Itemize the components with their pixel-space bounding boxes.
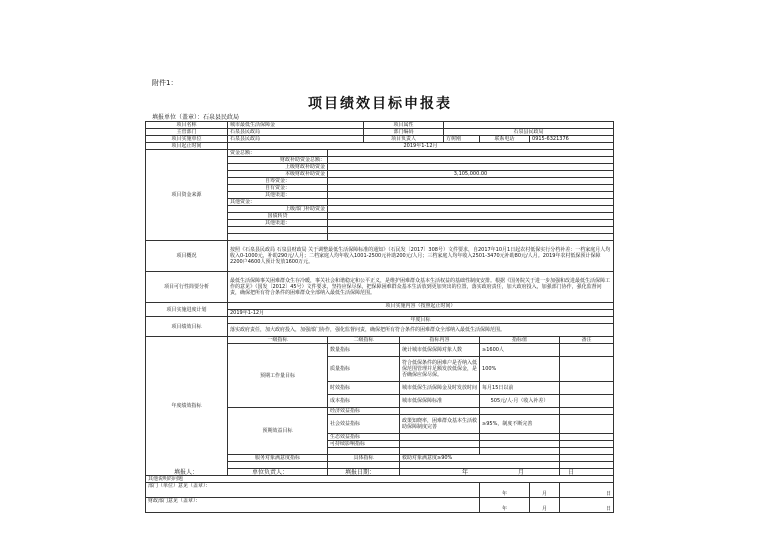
cell-value: 城市低保生活保障金及时发放时间 bbox=[400, 382, 480, 395]
cell-value bbox=[480, 408, 560, 415]
form-row bbox=[146, 303, 614, 310]
cell-label: 其他资金： bbox=[228, 199, 328, 206]
cell-label bbox=[228, 234, 328, 241]
cell-value bbox=[560, 455, 614, 462]
attachment-label: 附件1： bbox=[152, 79, 178, 87]
cell-label: 预期效益目标 bbox=[228, 408, 328, 455]
cell-value: 石泉县民政局 bbox=[444, 129, 614, 136]
cell-label: 项目概况 bbox=[146, 241, 228, 272]
cell-label: 生态效益指标 bbox=[328, 434, 400, 441]
cell-value bbox=[328, 199, 614, 206]
cell-label bbox=[228, 227, 328, 234]
cell-value: 符合低保条件的困难户是否纳入低保范围管理并足额发放低保金，是否确保应保尽保。 bbox=[400, 357, 480, 382]
funds-amount: 3,105,000.00 bbox=[328, 171, 614, 178]
col-header: 指标值 bbox=[480, 337, 560, 344]
cell-label: 项目绩效目标 bbox=[146, 317, 228, 337]
cell-label bbox=[328, 448, 400, 455]
cell-label: 服务对象满意度指标 bbox=[228, 455, 328, 462]
cell-value: 统计城市低保保障对象人数 bbox=[400, 344, 480, 357]
cell-value bbox=[400, 448, 480, 455]
footer-month: 月 bbox=[518, 469, 525, 476]
cell-label: 可持续影响指标 bbox=[328, 441, 400, 448]
cell-value bbox=[328, 227, 614, 234]
cell-value bbox=[328, 178, 614, 185]
col-header: 指标内容 bbox=[400, 337, 480, 344]
cell-value bbox=[328, 213, 614, 220]
form-row bbox=[146, 122, 614, 129]
filing-unit-label: 填报单位（盖章）： bbox=[152, 114, 204, 121]
cell-label: 项目资金来源 bbox=[146, 150, 228, 241]
cell-label: 其他渠道： bbox=[228, 192, 328, 199]
cell-value bbox=[560, 395, 614, 408]
footer-day: 日 bbox=[568, 469, 575, 476]
form-row bbox=[146, 483, 614, 498]
cell-value: 石泉县民政局 bbox=[228, 129, 364, 136]
cell-value: 505元/人·月（收入补差） bbox=[480, 395, 560, 408]
col-header: 二级指标 bbox=[328, 337, 400, 344]
cell-label: 经济效益指标 bbox=[328, 408, 400, 415]
cell-label: 项目实施内容（按照起止时间） bbox=[228, 303, 614, 310]
cell-value bbox=[560, 434, 614, 441]
col-header: 备注 bbox=[560, 337, 614, 344]
form-row bbox=[146, 498, 614, 513]
cell-label: 预期工作量目标 bbox=[228, 344, 328, 408]
cell-label: 质量指标 bbox=[328, 357, 400, 382]
cell-label: 项目实施单位 bbox=[146, 136, 228, 143]
finance-opinion: 财政部门意见（盖章）： bbox=[146, 498, 480, 513]
cell-label: 主管部门 bbox=[146, 129, 228, 136]
cell-label: 具体指标 bbox=[328, 455, 400, 462]
cell-value bbox=[560, 382, 614, 395]
cell-label: 项目可行性简要分析 bbox=[146, 272, 228, 303]
cell-label: 自筹资金： bbox=[228, 178, 328, 185]
cell-value bbox=[400, 434, 480, 441]
cell-value bbox=[480, 441, 560, 448]
cell-value: 100% bbox=[480, 357, 560, 382]
cell-value: 2019年1-12月 bbox=[228, 310, 614, 317]
other-notes: 其他说明的问题 bbox=[146, 476, 614, 483]
form-row bbox=[146, 317, 614, 324]
cell-value bbox=[560, 441, 614, 448]
cell-value: 方树刚 bbox=[444, 136, 480, 143]
page-title: 项目绩效目标申报表 bbox=[308, 96, 452, 112]
cell-value bbox=[480, 434, 560, 441]
cell-value bbox=[400, 441, 480, 448]
cell-value bbox=[328, 220, 614, 227]
cell-value: ≥95%，制度不断完善 bbox=[480, 415, 560, 434]
date-day: 日 bbox=[560, 483, 614, 498]
footer-year: 年 bbox=[462, 469, 469, 476]
cell-value bbox=[560, 415, 614, 434]
cell-value: 0915-6321376 bbox=[530, 136, 614, 143]
dept-opinion: 部门（单位）意见（盖章）： bbox=[146, 483, 480, 498]
cell-label: 财政补助资金总额： bbox=[228, 157, 328, 164]
cell-value: 政策知晓率，困难群众基本生活救助保障制度完善 bbox=[400, 415, 480, 434]
indicator-header-row bbox=[146, 337, 614, 344]
cell-value bbox=[328, 192, 614, 199]
cell-label: 本级财政补助资金 bbox=[228, 171, 328, 178]
cell-value bbox=[400, 462, 560, 469]
cell-value: 城市最低生活保障金 bbox=[228, 122, 364, 129]
cell-value bbox=[560, 448, 614, 455]
form-row bbox=[146, 143, 614, 150]
cell-value bbox=[400, 469, 560, 476]
cell-value bbox=[328, 150, 614, 157]
cell-label: 项目起止时间 bbox=[146, 143, 228, 150]
cell-value bbox=[328, 185, 614, 192]
cell-value bbox=[560, 408, 614, 415]
footer-head: 单位负责人： bbox=[252, 469, 289, 476]
date-month: 月 bbox=[530, 483, 560, 498]
cell-value: 救助对象满意度≥90% bbox=[400, 455, 560, 462]
date-year: 年 bbox=[480, 483, 530, 498]
cell-value: 城市低保保障标准 bbox=[400, 395, 480, 408]
cell-label: 联系电话 bbox=[480, 136, 530, 143]
form-row bbox=[146, 129, 614, 136]
cell-label: 成本指标 bbox=[328, 395, 400, 408]
cell-label: 项目实施进度计划 bbox=[146, 303, 228, 317]
cell-value bbox=[328, 206, 614, 213]
cell-value bbox=[560, 344, 614, 357]
filing-unit bbox=[152, 112, 239, 121]
cell-value bbox=[328, 157, 614, 164]
cell-label: 年度绩效指标 bbox=[146, 337, 228, 476]
cell-label: 项目负责人 bbox=[364, 136, 444, 143]
form-row bbox=[146, 476, 614, 483]
cell-label: 年度目标 bbox=[228, 317, 614, 324]
feasibility-text: 最低生活保障事关困难群众生存冷暖，事关社会和谐稳定和公平正义，是维护困难群众基本生活权益的基础性制度安排。根据《国务院关于进一步加强和改进最低生活保障工作的意见》（国发〔2012〕45号）文件要求，坚持应保尽保，把保障困难群众基本生活放到更加突出的位置，落实政府责任，加大政府投入，加强部门协作，强化监督问责，确保把所有符合条件的困难群众全部纳入最低生活保障范围。 bbox=[228, 272, 614, 303]
cell-value: 石泉县民政局 bbox=[228, 136, 364, 143]
overview-text: 按照《石泉县民政局 石泉县财政局 关于调整最低生活保障标准的通知》（石民发〔2017〕308号）文件要求，自2017年10月1日起农村低保实行分档补差：一档家庭月人均收入0-1000元，补助290元/人月；二档家庭人均年收入1001-2500元补助200元/人月；三档家庭人均年收入2501-3470元补助80元/人月。2019年农村低保预计保障2200户4600人预计发放1600万元。 bbox=[228, 241, 614, 272]
cell-label: 数量指标 bbox=[328, 344, 400, 357]
funds-row bbox=[146, 150, 614, 157]
cell-value bbox=[400, 408, 480, 415]
cell-label: 社会效益指标 bbox=[328, 415, 400, 434]
form-row bbox=[146, 272, 614, 303]
cell-label: 上级部门补助资金 bbox=[228, 206, 328, 213]
form-row bbox=[146, 136, 614, 143]
cell-value bbox=[480, 448, 560, 455]
cell-label: 资金总额： bbox=[228, 150, 328, 157]
cell-value bbox=[444, 122, 614, 129]
filing-unit-value: 石泉县民政局 bbox=[203, 114, 240, 121]
footer-date: 填报日期： bbox=[345, 469, 376, 476]
cell-value: 2019年1-12月 bbox=[228, 143, 614, 150]
cell-label: 其他渠道： bbox=[228, 220, 328, 227]
cell-value bbox=[328, 164, 614, 171]
cell-value: ≥1600人 bbox=[480, 344, 560, 357]
cell-value bbox=[328, 234, 614, 241]
footer-filler: 填报人： bbox=[174, 469, 199, 476]
date-year: 年 bbox=[480, 498, 530, 513]
cell-label: 项目属性 bbox=[364, 122, 444, 129]
goal-text: 落实政府责任，加大政府投入，加强部门协作，强化监督问责，确保把所有符合条件的困难群众全部纳入最低生活保障范围。 bbox=[228, 324, 614, 337]
cell-value bbox=[560, 357, 614, 382]
performance-form-table bbox=[145, 121, 614, 513]
date-day: 日 bbox=[560, 498, 614, 513]
cell-label: 部门编码 bbox=[364, 129, 444, 136]
cell-label: 国债转贷 bbox=[228, 213, 328, 220]
col-header: 一级指标 bbox=[228, 337, 328, 344]
cell-label: 上级财政补助资金 bbox=[228, 164, 328, 171]
form-row bbox=[146, 241, 614, 272]
cell-label: 自有资金： bbox=[228, 185, 328, 192]
cell-label: 项目名称 bbox=[146, 122, 228, 129]
cell-label: 时效指标 bbox=[328, 382, 400, 395]
date-month: 月 bbox=[530, 498, 560, 513]
cell-value: 每月15日以前 bbox=[480, 382, 560, 395]
